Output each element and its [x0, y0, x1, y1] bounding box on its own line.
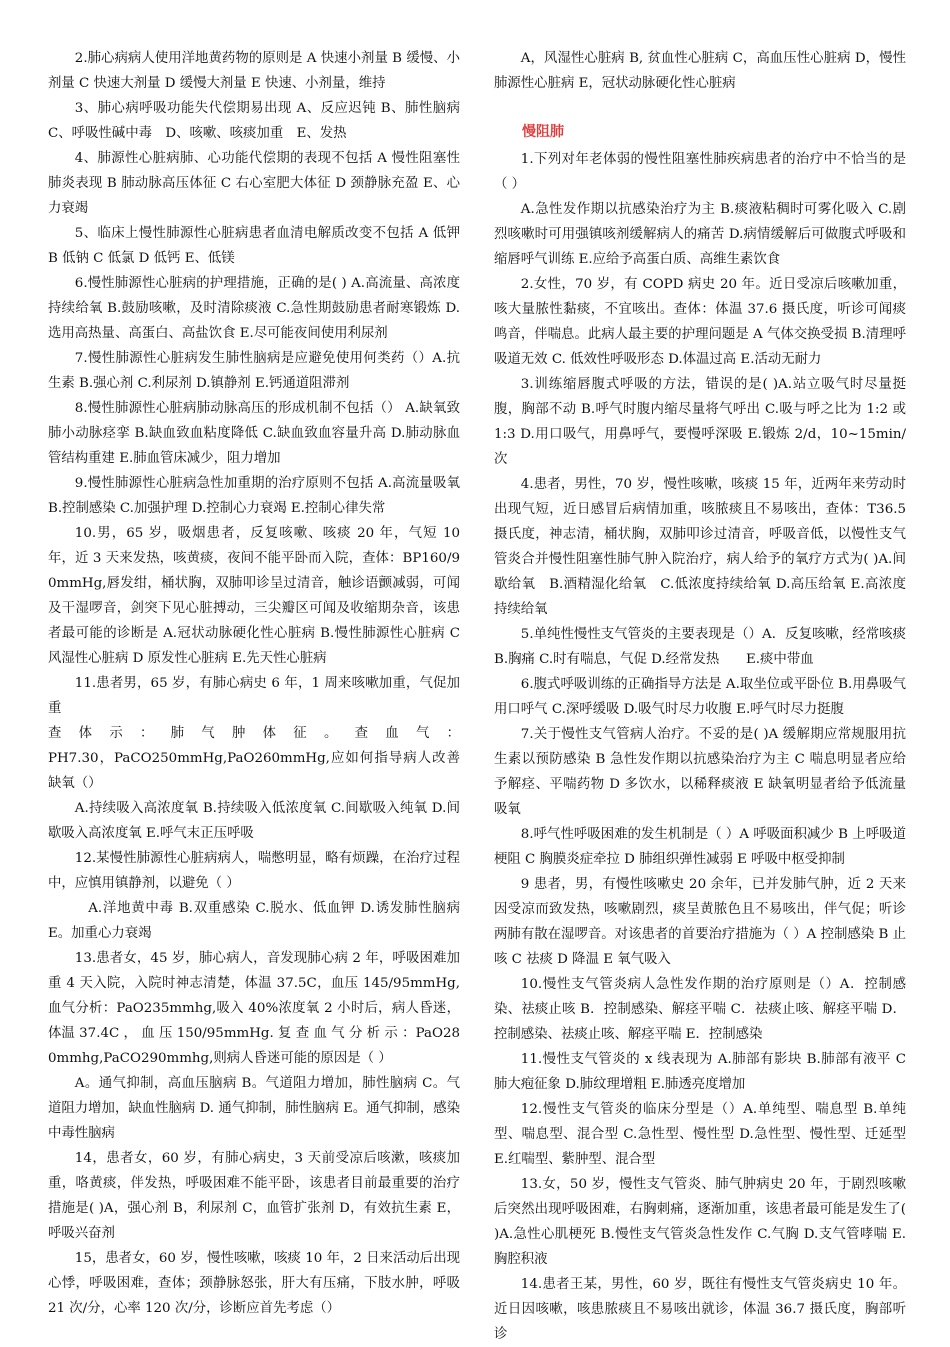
question-5: 5、临床上慢性肺源性心脏病患者血清电解质改变不包括 A 低钾 B 低钠 C 低氯 D 低钙 E、低镁	[48, 226, 460, 266]
copd-question-8: 8.呼气性呼吸困难的发生机制是（ ）A 呼吸面积减少 B 上呼吸道梗阻 C 胸膜炎症牵拉 D 肺组织弹性减弱 E 呼吸中枢受抑制	[494, 827, 906, 867]
question-8: 8.慢性肺源性心脏病肺动脉高压的形成机制不包括（） A.缺氧致肺小动脉痉挛 B.缺血致血粘度降低 C.缺血致血容量升高 D.肺动脉血管结构重建 E.肺血管床减少，阻力增加	[48, 401, 460, 466]
copd-question-7: 7.关于慢性支气管病人治疗。不妥的是( )A 缓解期应常规服用抗生素以预防感染 B 急性发作期以抗感染治疗为主 C 喘息明显者应给予解痉、平喘药物 D 多饮水，以稀释痰液 E 缺氧明显者给予低流量吸氧	[494, 727, 906, 817]
question-9: 9.慢性肺源性心脏病急性加重期的治疗原则不包括 A.高流量吸氧 B.控制感染 C.加强护理 D.控制心力衰竭 E.控制心律失常	[48, 476, 460, 516]
question-11-line3: PH7.30，PaCO250mmHg,PaO260mmHg,应如何指导病人改善缺氧（）	[48, 751, 460, 791]
copd-question-4: 4.患者，男性，70 岁，慢性咳嗽，咳痰 15 年，近两年来劳动时出现气短，近日感冒后病情加重，咳脓痰且不易咳出，查体：T36.5 摄氏度，神志清，桶状胸，双肺叩诊过清音，呼吸音低，以慢性支气管炎合并慢性阻塞性肺气肿入院治疗，病人给予的氧疗方式为( )A.间歇给氧 B.酒精湿化给氧 C.低浓度持续给氧 D.高压给氧 E.高浓度持续给氧	[494, 477, 906, 617]
question-11-line2: 查体示：肺气肿体征。查血气：	[48, 726, 460, 741]
copd-question-10: 10.慢性支气管炎病人急性发作期的治疗原则是（）A．控制感染、祛痰止咳 B．控制感染、解痉平喘 C．祛痰止咳、解痉平喘 D．控制感染、祛痰止咳、解痉平喘 E．控制感染	[494, 977, 906, 1042]
question-7: 7.慢性肺源性心脏病发生肺性脑病是应避免使用何类药（）A.抗生素 B.强心剂 C.利尿剂 D.镇静剂 E.钙通道阻滞剂	[48, 351, 460, 391]
question-15-options: A，风湿性心脏病 B, 贫血性心脏病 C，高血压性心脏病 D，慢性肺源性心脏病 E，冠状动脉硬化性心脏病	[494, 51, 906, 91]
copd-question-3: 3.训练缩唇腹式呼吸的方法，错误的是( )A.站立吸气时尽量挺腹，胸部不动 B.呼气时腹内缩尽量将气呼出 C.吸与呼之比为 1:2 或 1:3 D.用口吸气，用鼻呼气，要慢呼深吸 E.锻炼 2/d，10~15min/次	[494, 377, 906, 467]
section-title-copd: 慢阻肺	[522, 124, 564, 140]
question-11-options: A.持续吸入高浓度氧 B.持续吸入低浓度氧 C.间歇吸入纯氧 D.间歇吸入高浓度氧 E.呼气末正压呼吸	[48, 801, 460, 841]
question-3: 3、肺心病呼吸功能失代偿期易出现 A、反应迟钝 B、肺性脑病 C、呼吸性碱中毒 D、咳嗽、咳痰加重 E、发热	[48, 101, 460, 141]
copd-question-14: 14.患者王某，男性，60 岁，既往有慢性支气管炎病史 10 年。近日因咳嗽，咳患脓痰且不易咳出就诊，体温 36.7 摄氏度，胸部听诊	[494, 1277, 906, 1342]
question-14: 14，患者女，60 岁，有肺心病史，3 天前受凉后咳漱，咳痰加重，咯黄痰，伴发热，呼吸困难不能平卧，该患者目前最重要的治疗措施是( )A，强心剂 B，利尿剂 C，血管扩张剂 D，有效抗生素 E，呼吸兴奋剂	[48, 1151, 460, 1241]
left-column	[48, 46, 460, 1321]
question-15: 15，患者女，60 岁，慢性咳嗽，咳痰 10 年，2 日来活动后出现心悸，呼吸困难，查体；颈静脉怒张，肝大有压痛，下肢水肿，呼吸 21 次/分，心率 120 次/分，诊断应首先考虑（）	[48, 1251, 460, 1316]
copd-question-11: 11.慢性支气管炎的 x 线表现为 A.肺部有影块 B.肺部有液平 C 肺大疱征象 D.肺纹理增粗 E.肺透亮度增加	[494, 1052, 906, 1092]
copd-question-5: 5.单纯性慢性支气管炎的主要表现是（）A．反复咳嗽，经常咳痰 B.胸痛 C.时有喘息，气促 D.经常发热 E.痰中带血	[494, 627, 906, 667]
question-10: 10.男，65 岁，吸烟患者，反复咳嗽、咳痰 20 年，气短 10 年，近 3 天来发热，咳黄痰，夜间不能平卧而入院，查体：BP160/90mmHg,唇发绀，桶状胸，双肺叩诊呈过清音，触诊语颤减弱，可闻及干湿啰音，剑突下见心脏搏动，三尖瓣区可闻及收缩期杂音，该患者最可能的诊断是 A.冠状动脉硬化性心脏病 B.慢性肺源性心脏病 C 风湿性心脏病 D 原发性心脏病 E.先天性心脏病	[48, 526, 460, 666]
copd-question-1-options: A.急性发作期以抗感染治疗为主 B.痰液粘稠时可雾化吸入 C.剧烈咳嗽时可用强镇咳剂缓解病人的痛苦 D.病情缓解后可做腹式呼吸和缩唇呼气训练 E.应给予高蛋白质、高维生素饮食	[494, 202, 906, 267]
question-2: 2.肺心病病人使用洋地黄药物的原则是 A 快速小剂量 B 缓慢、小剂量 C 快速大剂量 D 缓慢大剂量 E 快速、小剂量，维持	[48, 51, 460, 91]
copd-question-12: 12.慢性支气管炎的临床分型是（）A.单纯型、喘息型 B.单纯型、喘息型、混合型 C.急性型、慢性型 D.急性型、慢性型、迁延型 E.红喘型、紫肿型、混合型	[494, 1102, 906, 1167]
question-11-line1: 11.患者男，65 岁，有肺心病史 6 年，1 周来咳嗽加重，气促加重	[48, 676, 460, 716]
question-13: 13.患者女，45 岁，肺心病人，音发现肺心病 2 年，呼吸困难加重 4 天入院，入院时神志清楚，体温 37.5C，血压 145/95mmHg,血气分析：PaO235mmhg,吸入 40%浓度氧 2 小时后，病人昏迷，体温 37.4C ， 血 压 150/95mmHg. 复 查 血 气 分 析 示 ：PaO280mmhg,PaCO290mmhg,则病人昏迷可能的原因是（ ）	[48, 951, 460, 1066]
question-4: 4、肺源性心脏病肺、心功能代偿期的表现不包括 A 慢性阻塞性肺炎表现 B 肺动脉高压体征 C 右心室肥大体征 D 颈静脉充盈 E、心力衰竭	[48, 151, 460, 216]
question-13-options: A。通气抑制，高血压脑病 B。气道阻力增加，肺性脑病 C。气道阻力增加，缺血性脑病 D. 通气抑制，肺性脑病 E。通气抑制，感染中毒性脑病	[48, 1076, 460, 1141]
copd-question-1: 1.下列对年老体弱的慢性阻塞性肺疾病患者的治疗中不恰当的是（ ）	[494, 152, 906, 192]
question-12: 12.某慢性肺源性心脏病病人，喘憋明显，略有烦躁，在治疗过程中，应慎用镇静剂，以避免（ ）	[48, 851, 460, 891]
copd-question-2: 2.女性，70 岁，有 COPD 病史 20 年。近日受凉后咳嗽加重，咳大量脓性黏痰，不宜咳出。查体：体温 37.6 摄氏度，听诊可闻痰鸣音，伴喘息。此病人最主要的护理问题是 A 气体交换受损 B.清理呼吸道无效 C. 低效性呼吸形态 D.体温过高 E.活动无耐力	[494, 277, 906, 367]
question-12-options: A.洋地黄中毒 B.双重感染 C.脱水、低血钾 D.诱发肺性脑病 E。加重心力衰竭	[48, 901, 460, 941]
question-6: 6.慢性肺源性心脏病的护理措施，正确的是( ) A.高流量、高浓度持续给氧 B.鼓励咳嗽，及时清除痰液 C.急性期鼓励患者耐寒锻炼 D.选用高热量、高蛋白、高盐饮食 E.尽可能夜间使用利尿剂	[48, 276, 460, 341]
copd-question-9: 9 患者，男，有慢性咳嗽史 20 余年，已并发肺气肿，近 2 天来因受凉而致发热，咳嗽剧烈，痰呈黄脓色且不易咳出，伴气促；听诊两肺有散在湿啰音。对该患者的首要治疗措施为（ ）A 控制感染 B 止咳 C 祛痰 D 降温 E 氧气吸入	[494, 877, 906, 967]
right-column	[494, 46, 906, 1347]
copd-question-6: 6.腹式呼吸训练的正确指导方法是 A.取坐位或平卧位 B.用鼻吸气用口呼气 C.深呼缓吸 D.吸气时尽力收腹 E.呼气时尽力挺腹	[494, 677, 906, 717]
copd-question-13: 13.女，50 岁，慢性支气管炎、肺气肿病史 20 年，于剧烈咳嗽后突然出现呼吸困难，右胸刺痛，逐渐加重，该患者最可能是发生了( )A.急性心肌梗死 B.慢性支气管炎急性发作 C.气胸 D.支气管哮喘 E.胸腔积液	[494, 1177, 906, 1267]
